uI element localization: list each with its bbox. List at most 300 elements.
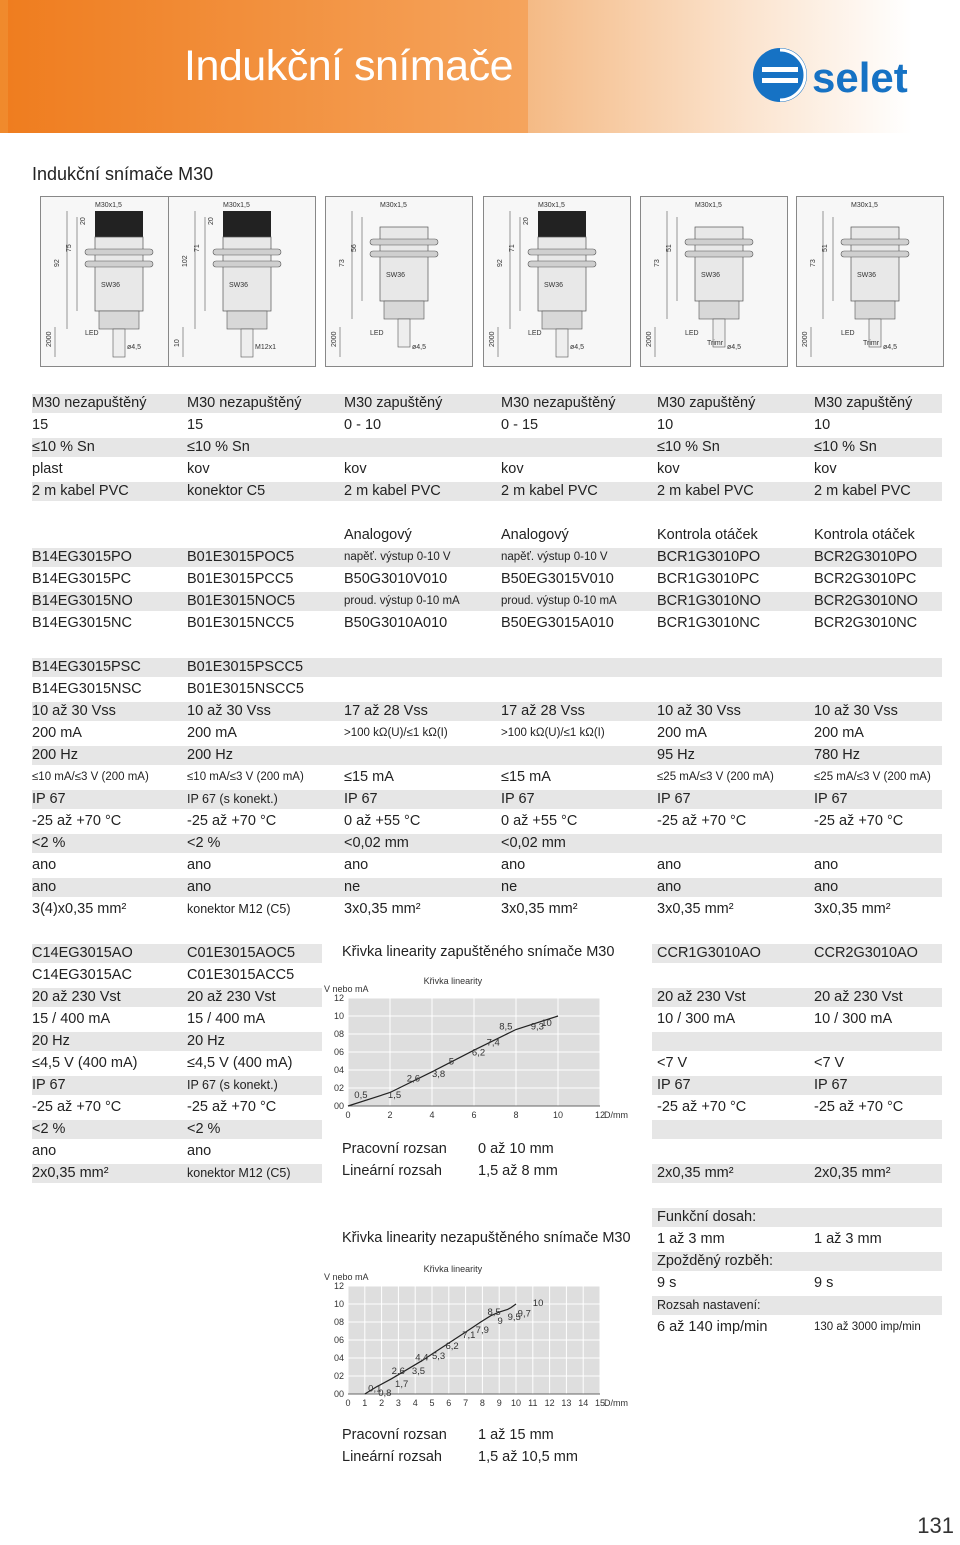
y-tick-label: 12 [333, 1281, 344, 1291]
svg-text:LED: LED [85, 330, 99, 337]
svg-text:56: 56 [351, 244, 358, 252]
y-tick-label: 12 [333, 993, 344, 1003]
spec-cell: 10 až 30 Vss [814, 703, 898, 719]
spec-cell: ano [501, 857, 526, 873]
svg-text:LED: LED [370, 330, 384, 337]
spec-cell: ≤25 mA/≤3 V (200 mA) [814, 771, 931, 783]
spec-cell: -25 až +70 °C [32, 813, 122, 829]
spec-cell: 2 m kabel PVC [657, 483, 754, 499]
spec-cell: IP 67 [657, 1077, 691, 1093]
spec-cell: 1 až 3 mm [657, 1231, 725, 1247]
svg-text:102: 102 [182, 255, 189, 267]
spec-cell: 20 Hz [32, 1033, 70, 1049]
svg-text:M30x1,5: M30x1,5 [380, 202, 407, 209]
spec-cell: 200 mA [657, 725, 707, 741]
spec-cell: IP 67 (s konekt.) [187, 1078, 278, 1092]
spec-cell: 780 Hz [814, 747, 860, 763]
spec-cell: B50G3010A010 [344, 615, 448, 631]
svg-text:20: 20 [208, 217, 215, 225]
y-axis-label: V nebo mA [324, 1272, 369, 1282]
spec-cell: ≤4,5 V (400 mA) [187, 1055, 293, 1071]
row-band [32, 702, 942, 721]
page-title: Indukční snímače [184, 42, 514, 90]
chart2-heading: Křivka linearity nezapuštěného snímače M30 [342, 1230, 631, 1246]
data-label: 2,6 [406, 1073, 421, 1085]
spec-cell: Analogový [344, 527, 412, 543]
spec-cell: B14EG3015NC [32, 615, 132, 631]
spec-cell: 20 Hz [187, 1033, 225, 1049]
chart1-range1-value: 0 až 10 mm [478, 1141, 554, 1157]
spec-cell: IP 67 (s konekt.) [187, 792, 278, 806]
spec-cell: M30 zapuštěný [344, 395, 443, 411]
sensor-diagram-3 [325, 196, 473, 367]
spec-cell: B01E3015POC5 [187, 549, 295, 565]
x-tick-label: 10 [552, 1110, 564, 1120]
svg-text:2000: 2000 [331, 331, 338, 347]
spec-cell: IP 67 [32, 791, 66, 807]
y-tick-label: 10 [333, 1011, 344, 1021]
svg-text:Trimr: Trimr [707, 340, 724, 347]
spec-cell: 10 [814, 417, 831, 433]
svg-text:ø4,5: ø4,5 [727, 344, 742, 351]
svg-text:M30x1,5: M30x1,5 [223, 202, 250, 209]
spec-cell: <7 V [814, 1055, 845, 1071]
spec-cell: 2x0,35 mm² [657, 1165, 734, 1181]
x-tick-label: 2 [387, 1110, 393, 1120]
spec-cell: B01E3015NCC5 [187, 615, 295, 631]
spec-cell: BCR1G3010NC [657, 615, 761, 631]
spec-cell: IP 67 [344, 791, 378, 807]
spec-cell: BCR1G3010NO [657, 593, 761, 609]
data-label: 7,4 [486, 1037, 500, 1049]
sensor-diagram-1 [40, 196, 188, 367]
spec-cell: proud. výstup 0-10 mA [344, 595, 460, 607]
spec-cell: 200 mA [32, 725, 82, 741]
spec-cell: ≤15 mA [344, 769, 394, 785]
row-band [32, 658, 942, 677]
spec-cell: B14EG3015NSC [32, 681, 142, 697]
data-label: 7,9 [475, 1324, 489, 1336]
chart-title: Křivka linearity [423, 976, 483, 986]
spec-cell: BCR1G3010PO [657, 549, 761, 565]
data-label: 7,1 [462, 1330, 476, 1342]
spec-cell: 20 až 230 Vst [814, 989, 903, 1005]
chart1-range1-label: Pracovní rozsan [342, 1141, 447, 1157]
spec-cell: <2 % [32, 1121, 66, 1137]
svg-text:73: 73 [654, 259, 661, 267]
spec-cell: 3x0,35 mm² [501, 901, 578, 917]
spec-cell: 200 mA [814, 725, 864, 741]
row-band [32, 790, 942, 809]
x-tick-label: 4 [412, 1398, 418, 1408]
spec-cell: -25 až +70 °C [32, 1099, 122, 1115]
svg-text:51: 51 [666, 244, 673, 252]
spec-cell: 6 až 140 imp/min [657, 1319, 768, 1335]
data-label: 0,5 [354, 1089, 368, 1101]
spec-cell: 95 Hz [657, 747, 695, 763]
sensor-drawing [641, 197, 787, 366]
spec-cell: 15 / 400 mA [32, 1011, 111, 1027]
data-label: 10 [541, 1017, 552, 1029]
row-band [32, 548, 942, 567]
spec-cell: ano [814, 879, 839, 895]
spec-cell: 0 až +55 °C [501, 813, 578, 829]
spec-cell: C14EG3015AO [32, 945, 133, 961]
data-label: 1,7 [395, 1378, 409, 1390]
linearity-chart-nonflush [322, 1256, 634, 1416]
x-tick-label: 10 [510, 1398, 522, 1408]
svg-text:71: 71 [194, 244, 201, 252]
row-band [652, 1032, 942, 1051]
spec-cell: napěť. výstup 0-10 V [501, 551, 608, 563]
chart2-range2-label: Lineární rozsah [342, 1449, 442, 1465]
svg-text:LED: LED [528, 330, 542, 337]
spec-cell: IP 67 [814, 1077, 848, 1093]
spec-cell: M30 nezapuštěný [187, 395, 302, 411]
spec-cell: M30 nezapuštěný [501, 395, 616, 411]
spec-cell: 10 až 30 Vss [657, 703, 741, 719]
spec-cell: ne [501, 879, 518, 895]
svg-text:M30x1,5: M30x1,5 [695, 202, 722, 209]
spec-cell: >100 kΩ(U)/≤1 kΩ(I) [501, 727, 605, 739]
row-band [652, 1120, 942, 1139]
y-tick-label: 04 [333, 1353, 344, 1363]
spec-cell: 0 - 10 [344, 417, 382, 433]
spec-cell: kov [187, 461, 210, 477]
spec-cell: B01E3015NOC5 [187, 593, 296, 609]
sensor-drawing [169, 197, 315, 366]
spec-cell: kov [657, 461, 680, 477]
svg-text:ø4,5: ø4,5 [412, 344, 427, 351]
spec-cell: konektor C5 [187, 483, 266, 499]
spec-cell: proud. výstup 0-10 mA [501, 595, 617, 607]
data-label: 6,2 [471, 1047, 486, 1059]
row-band [32, 1032, 322, 1051]
spec-cell: ano [187, 879, 212, 895]
spec-cell: 3x0,35 mm² [344, 901, 421, 917]
spec-cell: B50EG3015V010 [501, 571, 614, 587]
svg-text:SW36: SW36 [544, 282, 564, 289]
row-band [32, 878, 942, 897]
spec-cell: ≤10 % Sn [814, 439, 877, 455]
section-title: Indukční snímače M30 [32, 164, 214, 184]
spec-cell: 130 až 3000 imp/min [814, 1321, 921, 1333]
x-tick-label: 8 [479, 1398, 485, 1408]
svg-text:51: 51 [822, 244, 829, 252]
spec-cell: -25 až +70 °C [814, 1099, 904, 1115]
spec-cell: M30 nezapuštěný [32, 395, 147, 411]
svg-text:2000: 2000 [46, 331, 53, 347]
spec-cell: CCR1G3010AO [657, 945, 761, 961]
spec-cell: plast [32, 461, 63, 477]
y-tick-label: 06 [333, 1335, 344, 1345]
row-band [32, 834, 942, 853]
x-tick-label: 0 [345, 1398, 351, 1408]
spec-cell: 17 až 28 Vss [344, 703, 428, 719]
sensor-diagram-5 [640, 196, 788, 367]
spec-cell: 20 až 230 Vst [657, 989, 746, 1005]
spec-cell: -25 až +70 °C [657, 1099, 747, 1115]
spec-cell: 9 s [814, 1275, 834, 1291]
spec-cell: B14EG3015PC [32, 571, 132, 587]
spec-cell: 2 m kabel PVC [814, 483, 911, 499]
spec-cell: 10 až 30 Vss [187, 703, 271, 719]
spec-cell: 3x0,35 mm² [814, 901, 891, 917]
page-number: 131 [917, 1513, 954, 1538]
y-tick-label: 08 [333, 1029, 344, 1039]
spec-cell: 0 - 15 [501, 417, 539, 433]
chart2-range2-value: 1,5 až 10,5 mm [478, 1449, 578, 1465]
spec-cell: ≤10 mA/≤3 V (200 mA) [187, 771, 304, 783]
data-label: 0,1 [368, 1383, 382, 1395]
spec-cell: 2x0,35 mm² [814, 1165, 891, 1181]
spec-cell: <7 V [657, 1055, 688, 1071]
x-tick-label: 3 [395, 1398, 401, 1408]
svg-text:LED: LED [685, 330, 699, 337]
spec-cell: kov [814, 461, 837, 477]
svg-text:SW36: SW36 [701, 272, 721, 279]
data-label: 1,5 [387, 1089, 402, 1101]
spec-cell: Kontrola otáček [657, 527, 758, 543]
data-label: 5 [448, 1056, 455, 1068]
spec-cell: Analogový [501, 527, 569, 543]
sensor-drawing [41, 197, 187, 366]
svg-text:2000: 2000 [646, 331, 653, 347]
x-tick-label: 14 [578, 1398, 589, 1408]
sensor-diagram-4 [483, 196, 631, 367]
logo-circle-icon [753, 48, 807, 102]
spec-cell: 3x0,35 mm² [657, 901, 734, 917]
svg-text:SW36: SW36 [386, 272, 406, 279]
spec-cell: B14EG3015PO [32, 549, 132, 565]
spec-cell: ano [32, 857, 57, 873]
y-tick-label: 00 [333, 1389, 344, 1399]
spec-cell: 10 / 300 mA [657, 1011, 736, 1027]
spec-cell: B01E3015NSCC5 [187, 681, 304, 697]
spec-cell: Kontrola otáček [814, 527, 915, 543]
svg-text:92: 92 [497, 259, 504, 267]
data-label: 4,4 [415, 1352, 429, 1364]
spec-cell: 15 [187, 417, 204, 433]
sensor-diagram-6 [796, 196, 944, 367]
chart2-range1-value: 1 až 15 mm [478, 1427, 554, 1443]
header-title-box [8, 0, 528, 133]
spec-cell: B50G3010V010 [344, 571, 448, 587]
spec-cell: IP 67 [814, 791, 848, 807]
data-label: 10 [532, 1297, 544, 1309]
svg-text:SW36: SW36 [857, 272, 877, 279]
data-label: 3,8 [432, 1069, 446, 1081]
spec-cell: Zpožděný rozběh: [657, 1253, 774, 1269]
data-label: 9,5 [507, 1312, 521, 1324]
spec-cell: 0 až +55 °C [344, 813, 421, 829]
svg-text:73: 73 [810, 259, 817, 267]
spec-cell: <0,02 mm [344, 835, 409, 851]
data-label: 9,7 [517, 1308, 531, 1320]
y-tick-label: 00 [333, 1101, 344, 1111]
data-label: 5,3 [432, 1350, 446, 1362]
spec-cell: ano [187, 1143, 212, 1159]
svg-text:71: 71 [509, 244, 516, 252]
spec-cell: -25 až +70 °C [814, 813, 904, 829]
row-band [652, 1076, 942, 1095]
row-band [32, 1120, 322, 1139]
x-tick-label: 12 [544, 1398, 555, 1408]
spec-cell: IP 67 [657, 791, 691, 807]
spec-cell: 15 [32, 417, 49, 433]
spec-cell: 9 s [657, 1275, 677, 1291]
x-tick-label: 2 [379, 1398, 385, 1408]
x-tick-label: 6 [446, 1398, 452, 1408]
row-band [32, 746, 942, 765]
linearity-chart-flush [322, 968, 634, 1128]
y-tick-label: 08 [333, 1317, 344, 1327]
x-tick-label: 4 [429, 1110, 435, 1120]
spec-cell: >100 kΩ(U)/≤1 kΩ(I) [344, 727, 448, 739]
x-tick-label: 9 [496, 1398, 502, 1408]
sensor-drawing [326, 197, 472, 366]
spec-cell: BCR2G3010PO [814, 549, 918, 565]
row-band [32, 1076, 322, 1095]
spec-cell: -25 až +70 °C [187, 1099, 277, 1115]
data-label: 2,6 [391, 1366, 405, 1378]
chart-title: Křivka linearity [423, 1264, 483, 1274]
y-tick-label: 02 [333, 1083, 344, 1093]
x-axis-label: D/mm [604, 1110, 628, 1120]
svg-text:2000: 2000 [489, 331, 496, 347]
spec-cell: 15 / 400 mA [187, 1011, 266, 1027]
svg-text:92: 92 [54, 259, 61, 267]
header-band [0, 0, 960, 133]
spec-cell: C01E3015ACC5 [187, 967, 295, 983]
spec-cell: kov [501, 461, 524, 477]
svg-text:M12x1: M12x1 [255, 344, 277, 351]
spec-cell: C01E3015AOC5 [187, 945, 296, 961]
spec-cell: ≤10 % Sn [32, 439, 95, 455]
spec-cell: ano [32, 1143, 57, 1159]
spec-cell: B14EG3015NO [32, 593, 133, 609]
svg-text:ø4,5: ø4,5 [127, 344, 142, 351]
spec-cell: <0,02 mm [501, 835, 566, 851]
spec-cell: -25 až +70 °C [187, 813, 277, 829]
x-tick-label: 11 [528, 1398, 538, 1408]
spec-cell: 200 Hz [32, 747, 78, 763]
spec-cell: BCR2G3010NC [814, 615, 918, 631]
x-tick-label: 6 [471, 1110, 477, 1120]
spec-cell: ano [187, 857, 212, 873]
chart1-heading: Křivka linearity zapuštěného snímače M30 [342, 944, 615, 960]
spec-cell: 20 až 230 Vst [32, 989, 121, 1005]
sensor-drawing [797, 197, 943, 366]
spec-cell: Rozsah nastavení: [657, 1298, 761, 1312]
spec-cell: ≤25 mA/≤3 V (200 mA) [657, 771, 774, 783]
x-tick-label: 0 [345, 1110, 351, 1120]
spec-cell: BCR1G3010PC [657, 571, 760, 587]
data-label: 0,8 [378, 1387, 392, 1399]
y-tick-label: 06 [333, 1047, 344, 1057]
spec-cell: BCR2G3010PC [814, 571, 917, 587]
svg-text:10: 10 [174, 339, 181, 347]
svg-text:2000: 2000 [802, 331, 809, 347]
spec-cell: ≤15 mA [501, 769, 551, 785]
spec-cell: C14EG3015AC [32, 967, 132, 983]
spec-cell: ≤10 mA/≤3 V (200 mA) [32, 771, 149, 783]
spec-cell: ≤10 % Sn [187, 439, 250, 455]
svg-text:ø4,5: ø4,5 [570, 344, 585, 351]
spec-cell: kov [344, 461, 367, 477]
svg-text:SW36: SW36 [101, 282, 121, 289]
spec-cell: 1 až 3 mm [814, 1231, 882, 1247]
spec-cell: konektor M12 (C5) [187, 1166, 291, 1180]
row-band [32, 592, 942, 611]
x-tick-label: 5 [429, 1398, 435, 1408]
x-tick-label: 13 [561, 1398, 572, 1408]
spec-cell: 3(4)x0,35 mm² [32, 901, 127, 917]
data-label: 8,5 [499, 1021, 513, 1033]
y-tick-label: 10 [333, 1299, 344, 1309]
spec-cell: 200 mA [187, 725, 237, 741]
spec-cell: 10 / 300 mA [814, 1011, 893, 1027]
chart2-range1-label: Pracovní rozsan [342, 1427, 447, 1443]
sensor-drawing [484, 197, 630, 366]
spec-cell: ano [344, 857, 369, 873]
data-label: 3,5 [411, 1366, 426, 1378]
spec-cell: -25 až +70 °C [657, 813, 747, 829]
x-tick-label: 1 [362, 1398, 368, 1408]
row-band [32, 438, 942, 457]
spec-cell: ano [32, 879, 57, 895]
spec-cell: 10 [657, 417, 674, 433]
x-tick-label: 12 [594, 1110, 606, 1120]
x-tick-label: 7 [463, 1398, 469, 1408]
svg-text:ø4,5: ø4,5 [883, 344, 898, 351]
spec-cell: IP 67 [32, 1077, 66, 1093]
spec-cell: ano [657, 857, 682, 873]
spec-cell: ≤4,5 V (400 mA) [32, 1055, 138, 1071]
spec-cell: CCR2G3010AO [814, 945, 918, 961]
spec-cell: 2x0,35 mm² [32, 1165, 109, 1181]
svg-text:73: 73 [339, 259, 346, 267]
spec-cell: B14EG3015PSC [32, 659, 141, 675]
chart1-range2-label: Lineární rozsah [342, 1163, 442, 1179]
spec-cell: konektor M12 (C5) [187, 902, 291, 916]
spec-cell: 200 Hz [187, 747, 233, 763]
spec-cell: Funkční dosah: [657, 1209, 757, 1225]
spec-cell: 17 až 28 Vss [501, 703, 585, 719]
spec-cell: ≤10 % Sn [657, 439, 720, 455]
svg-text:M30x1,5: M30x1,5 [538, 202, 565, 209]
selet-logo [750, 45, 950, 105]
x-tick-label: 8 [513, 1110, 519, 1120]
y-axis-label: V nebo mA [324, 984, 369, 994]
logo-text: selet [812, 54, 908, 101]
spec-cell: 2 m kabel PVC [32, 483, 129, 499]
spec-cell: B01E3015PCC5 [187, 571, 294, 587]
spec-cell: 2 m kabel PVC [344, 483, 441, 499]
spec-cell: <2 % [187, 835, 221, 851]
spec-cell: ano [657, 879, 682, 895]
data-label: 8,5 [487, 1306, 501, 1318]
svg-text:SW36: SW36 [229, 282, 249, 289]
data-label: 9,3 [530, 1021, 544, 1033]
row-band [32, 482, 942, 501]
data-label: 6,2 [445, 1341, 459, 1352]
spec-cell: M30 zapuštěný [657, 395, 756, 411]
spec-cell: ano [814, 857, 839, 873]
spec-cell: M30 zapuštěný [814, 395, 913, 411]
data-label: 9 [497, 1315, 503, 1327]
spec-cell: 2 m kabel PVC [501, 483, 598, 499]
